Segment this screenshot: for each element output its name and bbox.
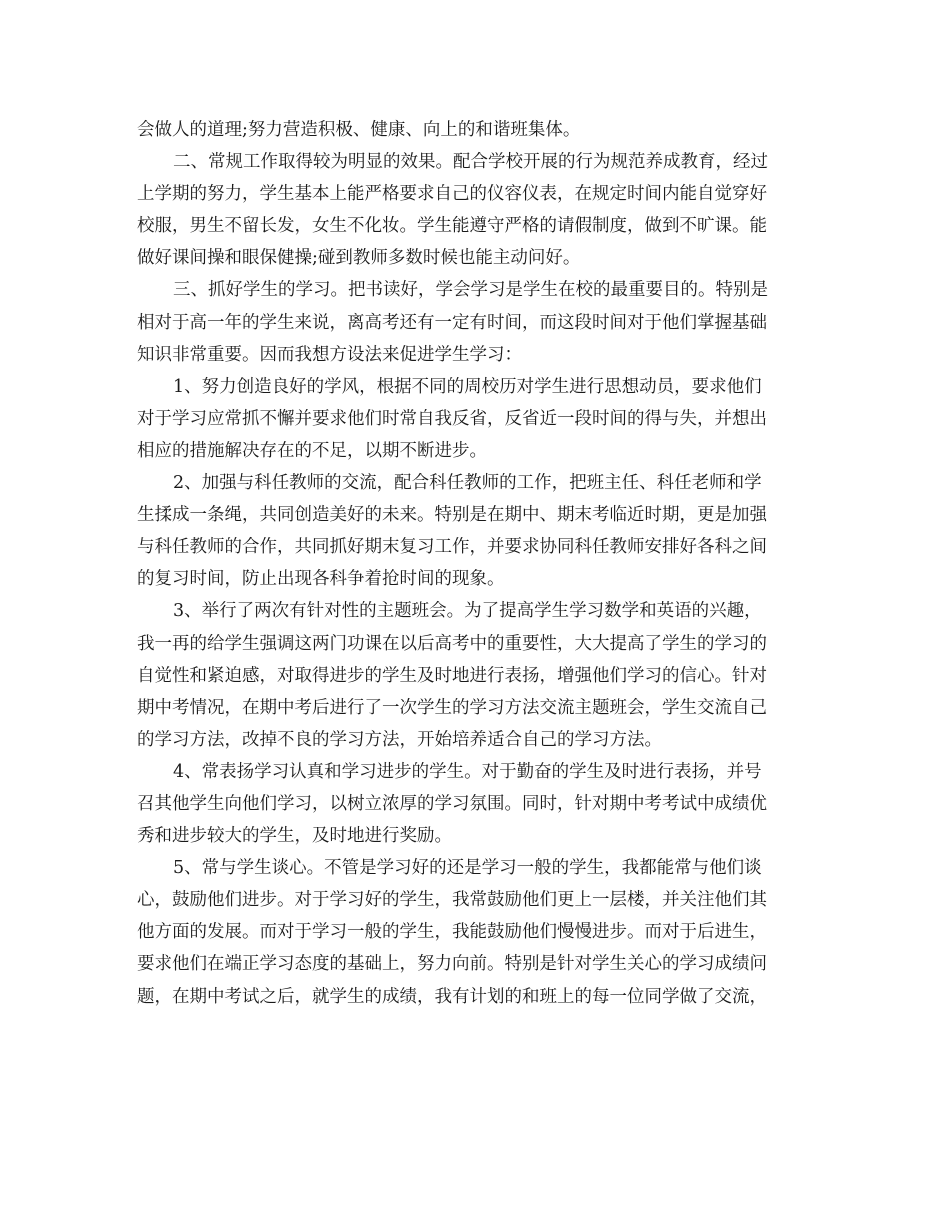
text-line: 上学期的努力，学生基本上能严格要求自己的仪容仪表，在规定时间内能自觉穿好 xyxy=(137,184,767,205)
text-line: 3、举行了两次有针对性的主题班会。为了提高学生学习数学和英语的兴趣， xyxy=(173,601,762,622)
text-line: 秀和进步较大的学生，及时地进行奖励。 xyxy=(137,826,452,847)
document-body xyxy=(137,114,817,1013)
text-line: 相应的措施解决存在的不足，以期不断进步。 xyxy=(137,440,487,461)
text-line: 三、抓好学生的学习。把书读好，学会学习是学生在校的最重要目的。特别是 xyxy=(173,280,768,301)
text-line: 他方面的发展。而对于学习一般的学生，我能鼓励他们慢慢进步。而对于后进生， xyxy=(137,922,767,943)
text-line: 生揉成一条绳，共同创造美好的未来。特别是在期中、期末考临近时期，更是加强 xyxy=(137,505,767,526)
text-line: 2、加强与科任教师的交流，配合科任教师的工作，把班主任、科任老师和学 xyxy=(173,473,762,494)
text-line: 知识非常重要。因而我想方设法来促进学生学习： xyxy=(137,344,522,365)
text-line: 的学习方法，改掉不良的学习方法，开始培养适合自己的学习方法。 xyxy=(137,729,662,750)
text-line: 校服，男生不留长发，女生不化妆。学生能遵守严格的请假制度，做到不旷课。能 xyxy=(137,216,767,237)
text-line: 召其他学生向他们学习，以树立浓厚的学习氛围。同时，针对期中考考试中成绩优 xyxy=(137,793,767,814)
text-line: 与科任教师的合作，共同抓好期末复习工作，并要求协同科任教师安排好各科之间 xyxy=(137,537,767,558)
text-line: 的复习时间，防止出现各科争着抢时间的现象。 xyxy=(137,569,505,590)
text-line: 二、常规工作取得较为明显的效果。配合学校开展的行为规范养成教育，经过 xyxy=(173,152,768,173)
text-line: 4、常表扬学习认真和学习进步的学生。对于勤奋的学生及时进行表扬，并号 xyxy=(173,761,762,782)
text-line: 要求他们在端正学习态度的基础上，努力向前。特别是针对学生关心的学习成绩问 xyxy=(137,954,767,975)
text-line: 做好课间操和眼保健操;碰到教师多数时候也能主动问好。 xyxy=(137,248,581,269)
text-line: 期中考情况，在期中考后进行了一次学生的学习方法交流主题班会，学生交流自己 xyxy=(137,697,767,718)
text-line: 自觉性和紧迫感，对取得进步的学生及时地进行表扬，增强他们学习的信心。针对 xyxy=(137,665,767,686)
text-line: 题，在期中考试之后，就学生的成绩，我有计划的和班上的每一位同学做了交流， xyxy=(137,986,767,1007)
text-line: 心，鼓励他们进步。对于学习好的学生，我常鼓励他们更上一层楼，并关注他们其 xyxy=(137,890,767,911)
text-line: 会做人的道理;努力营造积极、健康、向上的和谐班集体。 xyxy=(137,120,581,140)
text-line: 相对于高一年的学生来说，离高考还有一定有时间，而这段时间对于他们掌握基础 xyxy=(137,312,767,333)
text-line: 我一再的给学生强调这两门功课在以后高考中的重要性，大大提高了学生的学习的 xyxy=(137,633,767,654)
text-line: 对于学习应常抓不懈并要求他们时常自我反省，反省近一段时间的得与失，并想出 xyxy=(137,408,767,429)
text-line: 5、常与学生谈心。不管是学习好的还是学习一般的学生，我都能常与他们谈 xyxy=(173,858,762,879)
text-line: 1、努力创造良好的学风，根据不同的周校历对学生进行思想动员，要求他们 xyxy=(173,376,762,397)
